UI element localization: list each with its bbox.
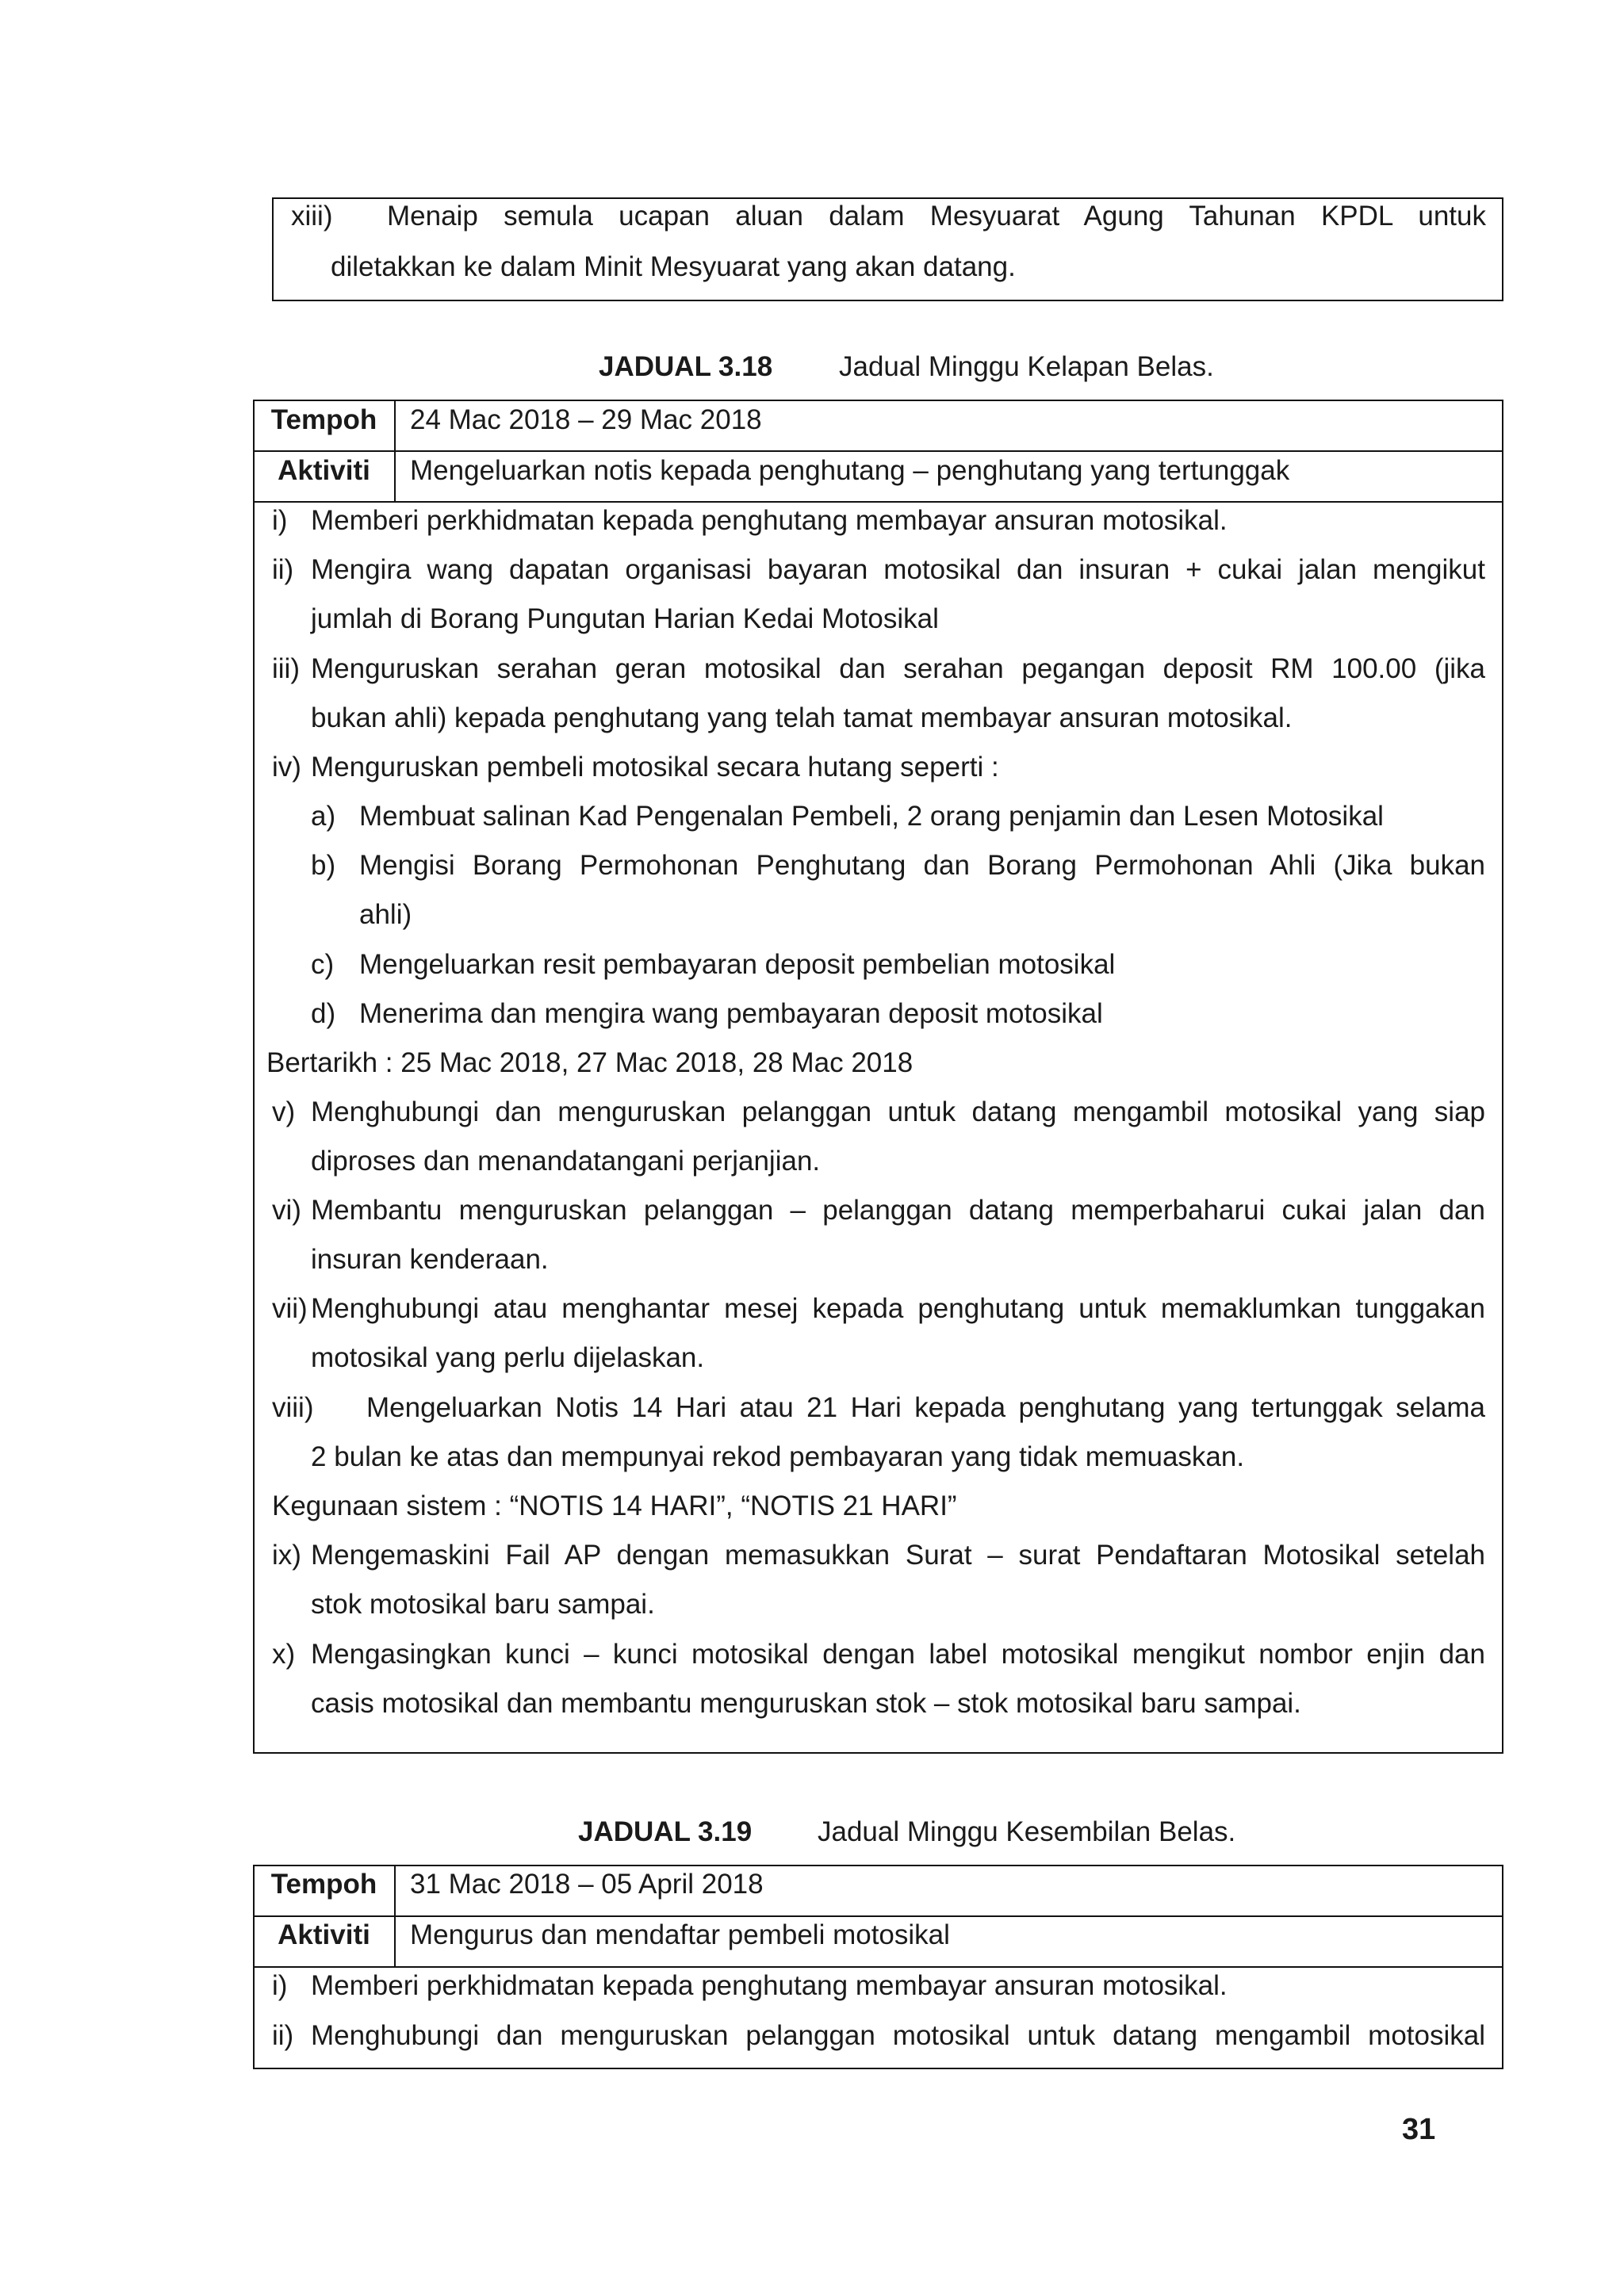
item-text: Menguruskan pembeli motosikal secara hutang seperti : bbox=[311, 752, 999, 783]
subitem-marker: c) bbox=[311, 949, 335, 980]
row-divider bbox=[253, 450, 1503, 452]
item-text: insuran kenderaan. bbox=[311, 1244, 549, 1275]
dated-note: Bertarikh : 25 Mac 2018, 27 Mac 2018, 28 Mac 2018 bbox=[266, 1047, 914, 1078]
item-text: Menghubungi dan menguruskan pelanggan motosikal untuk datang mengambil motosikal bbox=[311, 2020, 1485, 2051]
item-text: 2 bulan ke atas dan mempunyai rekod pembayaran yang tidak memuaskan. bbox=[311, 1441, 1245, 1472]
subitem-text: Membuat salinan Kad Pengenalan Pembeli, 2 orang penjamin dan Lesen Motosikal bbox=[359, 801, 1384, 832]
table-caption-text: Jadual Minggu Kesembilan Belas. bbox=[818, 1816, 1236, 1847]
item-text: diletakkan ke dalam Minit Mesyuarat yang akan datang. bbox=[331, 251, 1016, 282]
item-marker: iii) bbox=[272, 653, 300, 684]
item-marker: ix) bbox=[272, 1540, 301, 1571]
item-marker: v) bbox=[272, 1096, 296, 1127]
subitem-text: ahli) bbox=[359, 899, 412, 930]
aktiviti-value: Mengurus dan mendaftar pembeli motosikal bbox=[410, 1919, 950, 1950]
item-text: Memberi perkhidmatan kepada penghutang membayar ansuran motosikal. bbox=[311, 505, 1228, 536]
item-text: Menghubungi dan menguruskan pelanggan untuk datang mengambil motosikal yang siap bbox=[311, 1096, 1485, 1127]
item-text: diproses dan menandatangani perjanjian. bbox=[311, 1146, 821, 1177]
subitem-text: Mengeluarkan resit pembayaran deposit pembelian motosikal bbox=[359, 949, 1116, 980]
item-text: Membantu menguruskan pelanggan – pelanggan datang memperbaharui cukai jalan dan bbox=[311, 1195, 1485, 1226]
subitem-text: Mengisi Borang Permohonan Penghutang dan Borang Permohonan Ahli (Jika bukan bbox=[359, 850, 1485, 881]
item-marker: vi) bbox=[272, 1195, 301, 1226]
item-text: Menguruskan serahan geran motosikal dan serahan pegangan deposit RM 100.00 (jika bbox=[311, 653, 1485, 684]
page-number: 31 bbox=[1402, 2113, 1436, 2146]
item-text: motosikal yang perlu dijelaskan. bbox=[311, 1342, 705, 1373]
tempoh-label: Tempoh bbox=[270, 1869, 377, 1900]
item-marker: ii) bbox=[272, 554, 294, 585]
item-text: Menghubungi atau menghantar mesej kepada penghutang untuk memaklumkan tunggakan bbox=[311, 1293, 1485, 1324]
item-marker: i) bbox=[272, 1970, 288, 2001]
aktiviti-label: Aktiviti bbox=[278, 455, 370, 486]
item-marker: viii) bbox=[272, 1392, 314, 1423]
table-caption-label: JADUAL 3.18 bbox=[599, 351, 773, 382]
item-text: Mengira wang dapatan organisasi bayaran motosikal dan insuran + cukai jalan mengikut bbox=[311, 554, 1485, 585]
column-divider bbox=[394, 400, 396, 501]
item-marker: vii) bbox=[272, 1293, 308, 1324]
item-text: jumlah di Borang Pungutan Harian Kedai Motosikal bbox=[311, 603, 939, 634]
item-marker: iv) bbox=[272, 752, 301, 783]
table-caption-text: Jadual Minggu Kelapan Belas. bbox=[839, 351, 1214, 382]
item-marker: ii) bbox=[272, 2020, 294, 2051]
item-text: Mengeluarkan Notis 14 Hari atau 21 Hari kepada penghutang yang tertunggak selama bbox=[366, 1392, 1485, 1423]
system-usage-note: Kegunaan sistem : “NOTIS 14 HARI”, “NOTIS 21 HARI” bbox=[272, 1490, 957, 1521]
item-text: bukan ahli) kepada penghutang yang telah tamat membayar ansuran motosikal. bbox=[311, 702, 1293, 733]
item-marker: xiii) bbox=[291, 201, 333, 232]
item-marker: x) bbox=[272, 1639, 296, 1670]
tempoh-label: Tempoh bbox=[270, 404, 377, 435]
subitem-marker: d) bbox=[311, 998, 336, 1029]
row-divider bbox=[253, 1915, 1503, 1917]
subitem-text: Menerima dan mengira wang pembayaran deposit motosikal bbox=[359, 998, 1103, 1029]
item-text: Mengemaskini Fail AP dengan memasukkan Surat – surat Pendaftaran Motosikal setelah bbox=[311, 1540, 1485, 1571]
tempoh-value: 24 Mac 2018 – 29 Mac 2018 bbox=[410, 404, 762, 435]
item-marker: i) bbox=[272, 505, 288, 536]
item-text: Memberi perkhidmatan kepada penghutang membayar ansuran motosikal. bbox=[311, 1970, 1228, 2001]
row-divider bbox=[253, 501, 1503, 503]
item-text: Mengasingkan kunci – kunci motosikal dengan label motosikal mengikut nombor enjin dan bbox=[311, 1639, 1485, 1670]
aktiviti-label: Aktiviti bbox=[278, 1919, 370, 1950]
aktiviti-value: Mengeluarkan notis kepada penghutang – penghutang yang tertunggak bbox=[410, 455, 1290, 486]
item-text: Menaip semula ucapan aluan dalam Mesyuarat Agung Tahunan KPDL untuk bbox=[387, 201, 1486, 232]
row-divider bbox=[253, 1966, 1503, 1968]
item-text: stok motosikal baru sampai. bbox=[311, 1589, 655, 1620]
subitem-marker: a) bbox=[311, 801, 336, 832]
table-caption-label: JADUAL 3.19 bbox=[578, 1816, 753, 1847]
item-text: casis motosikal dan membantu menguruskan stok – stok motosikal baru sampai. bbox=[311, 1688, 1301, 1719]
tempoh-value: 31 Mac 2018 – 05 April 2018 bbox=[410, 1869, 764, 1900]
subitem-marker: b) bbox=[311, 850, 336, 881]
column-divider bbox=[394, 1865, 396, 1966]
